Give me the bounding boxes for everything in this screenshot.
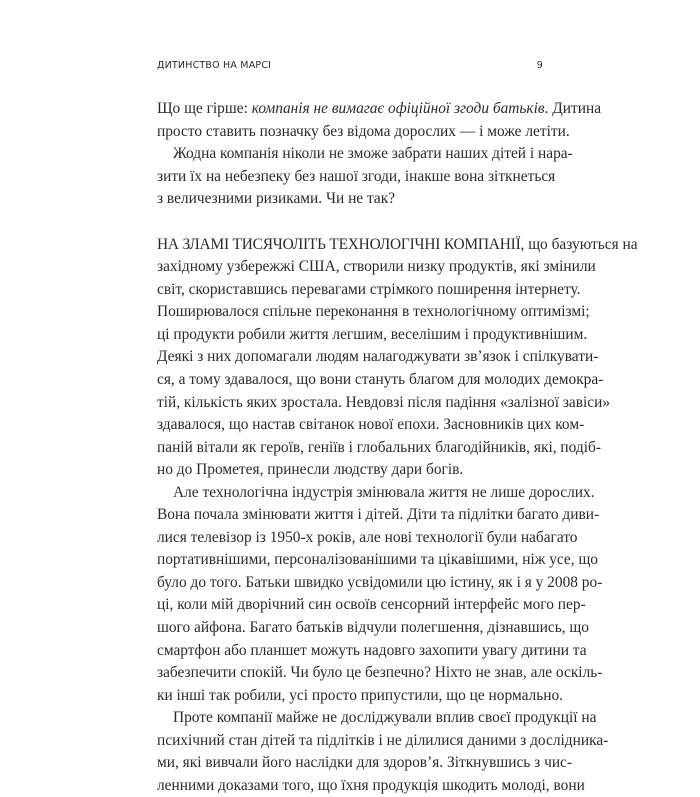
text-line: Поширювалося спільне переконання в технологічному оптимізмі;: [157, 303, 590, 321]
text-line: лися телевізор із 1950-х років, але нові технології були набагато: [157, 528, 578, 546]
body-text: [157, 98, 638, 797]
text-line: Але технологічна індустрія змінювала життя не лише дорослих.: [173, 483, 595, 501]
section-break: [157, 211, 543, 234]
text-line: було до того. Батьки швидко усвідомили цю істину, як і я у 2008 ро-: [157, 573, 603, 591]
running-title: ДИТИНСТВО НА МАРСІ: [157, 60, 272, 71]
text-line: паній вітали як героїв, геніїв і глобальних благодійників, які, подіб-: [157, 438, 601, 456]
text-line: Деякі з них допомагали людям налагоджувати зв’язок і спілкувати-: [157, 348, 599, 366]
text-line: психічний стан дітей та підлітків і не ділилися даними з дослідника-: [157, 731, 609, 749]
text-line: Вона почала змінювати життя і дітей. Діти та підлітки багато диви-: [157, 506, 600, 524]
page-number: 9: [536, 60, 543, 71]
text-line: тій, кількість яких зростала. Невдовзі після падіння «залізної завіси»: [157, 393, 611, 411]
text-line: ми, які вивчали його наслідки для здоров’я. Зіткнувшись з чис-: [157, 754, 573, 772]
text-line: здавалося, що настав світанок нової епохи. Засновників цих ком-: [157, 416, 585, 434]
text-line: шого айфона. Багато батьків відчули полегшення, дізнавшись, що: [157, 619, 589, 637]
emphasis-text: компанія не вимагає офіційної згоди батьків: [251, 100, 545, 117]
text-line: ці продукти робили життя легшим, веселішим і продуктивнішим.: [157, 325, 588, 343]
text-line: Що ще гірше: компанія не вимагає офіційної згоди батьків. Дитина: [157, 100, 602, 117]
text-line: з величезними ризиками. Чи не так?: [157, 190, 396, 208]
text-line: Жодна компанія ніколи не зможе забрати наших дітей і нара-: [173, 145, 573, 163]
text-line: НА ЗЛАМІ ТИСЯЧОЛІТЬ ТЕХНОЛОГІЧНІ КОМПАНІЇ, що базуються на: [157, 235, 638, 253]
section-lead-in: НА ЗЛАМІ ТИСЯЧОЛІТЬ ТЕХНОЛОГІЧНІ КОМПАНІЇ: [157, 235, 521, 253]
text-line: західному узбережжі США, створили низку продуктів, які змінили: [157, 258, 596, 276]
text-line: забезпечити спокій. Чи було це безпечно? Ніхто не знав, але оскіль-: [157, 664, 603, 682]
text-line: Проте компанії майже не досліджували вплив своєї продукції на: [173, 709, 597, 727]
text-line: но до Прометея, принесли людству дари богів.: [157, 461, 464, 479]
text-line: просто ставить позначку без відома дорослих — і може летіти.: [157, 122, 570, 140]
text-line: світ, скориставшись перевагами стрімкого поширення інтернету.: [157, 280, 581, 298]
text-line: смартфон або планшет можуть надовго захопити увагу дитини та: [157, 641, 587, 659]
text-line: ці, коли мій дворічний син освоїв сенсорний інтерфейс мого пер-: [157, 596, 586, 614]
text-line: ленними доказами того, що їхня продукція шкодить молоді, вони: [157, 776, 585, 794]
text-line: зити їх на небезпеку без нашої згоди, інакше вона зіткнеться: [157, 167, 556, 185]
text-line: ся, а тому здавалося, що вони стануть благом для молодих демокра-: [157, 371, 604, 389]
text-line: ки інші так робили, усі просто припустили, що це нормально.: [157, 686, 564, 704]
text-line: портативнішими, персоналізованішими та цікавішими, ніж усе, що: [157, 551, 598, 569]
